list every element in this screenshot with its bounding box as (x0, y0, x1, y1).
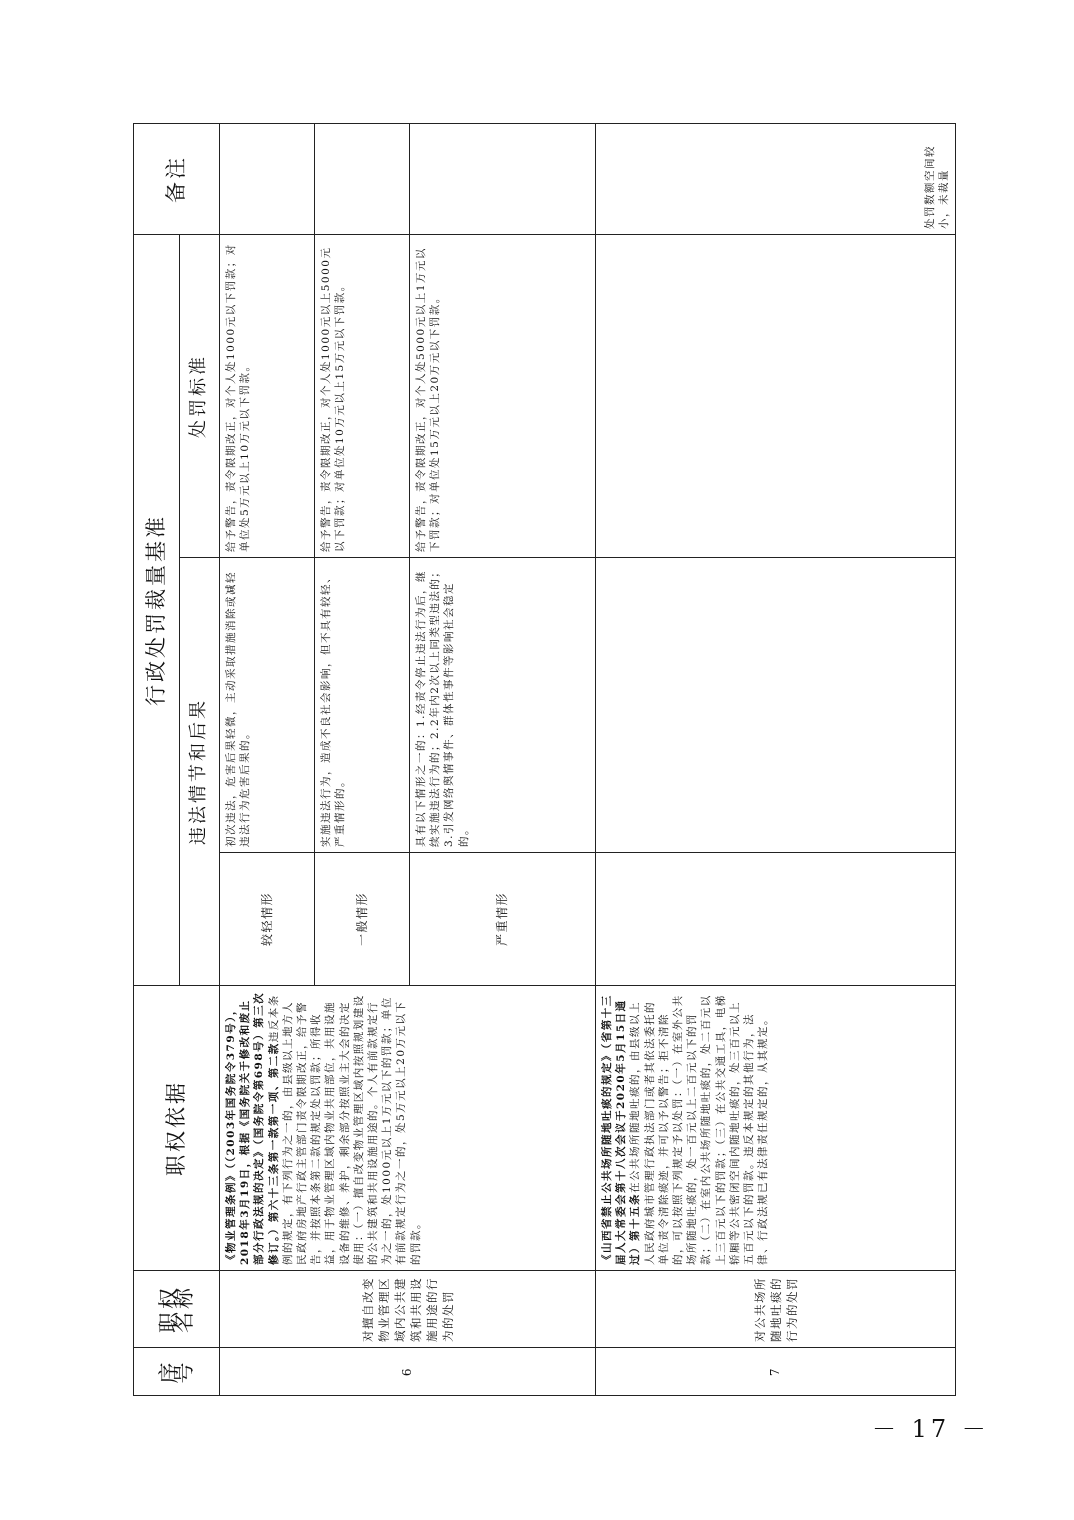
basis-text: 违反本条例的规定，有下列行为之一的，由县级以上地方人民政府房地产行政主管部门责令限期改正，给予警告，并按照本条第二款的规定处以罚款；所得收益，用于物业管理区域内物业共用部位，共用设施设备的维修、养护，剩余部分按照业主大会的决定使用：（一）擅自改变物业管理区域内按照规划建设的公共建筑和共用设施用途的。个人有前款规定行为之一的，处1000元以上1万元以下的罚款；单位有前款规定行为之一的，处5万元以上20万元以下的罚款。 (267, 994, 422, 1265)
basis-text: 在公共场所随地吐痰的，由县级以上人民政府城市管理行政执法部门或者其依法委托的单位责令清除痰迹，并可以予以警告；拒不清除的，可以按照下列规定予以处罚：（一）在室外公共场所随地吐痰的，处一百元以上二百元以下的罚款；（二）在室内公共场所随地吐痰的，处二百元以上三百元以下的罚款；（三）在公共交通工具，电梯轿厢等公共密闭空间内随地吐痰的，处三百元以上五百元以下的罚款。违反本规定的其他行为，法律、行政法规已有法律责任规定的，从其规定。 (629, 994, 770, 1265)
page-number: － 17 － (872, 1415, 990, 1443)
remark-cell (315, 123, 410, 234)
authority-basis-cell (596, 986, 956, 1271)
basis-title: 《物业管理条例》（（2003年国务院令379号），2018年3月19日，根据《国务院关于修改和废止部分行政法规的决定》（国务院令第698号）第三次修订。）第六十三条第一款第一项、第二款 (225, 991, 280, 1265)
header-basis: 职权依据 (134, 986, 220, 1271)
table-row (220, 123, 315, 1395)
penalty-cell: 给予警告，责令限期改正，对个人处1000元以下罚款；对单位处5万元以上10万元以下罚款。 (220, 234, 315, 557)
penalty-cell: 给予警告，责令限期改正，对个人处5000元以上1万元以下罚款；对单位处15万元以上20万元以下罚款。 (410, 234, 596, 557)
circumstance-cell: 具有以下情形之一的：1.经责令停止违法行为后，继续实施违法行为的；2.2年内2次以上同类型违法的；3.引发网络舆情事件、群体性事件等影响社会稳定的。 (410, 558, 596, 853)
penalty-standard-table (133, 123, 956, 1396)
degree-cell: 较轻情形 (220, 853, 315, 986)
authority-basis-cell (220, 986, 596, 1271)
header-penalty: 处罚标准 (180, 234, 220, 557)
circumstance-cell (596, 558, 956, 853)
basis-title: 《山西省禁止公共场所随地吐痰的规定》（省第十三届人大常委会第十八次会议于2020年5月15日通过）第十五条 (601, 994, 642, 1265)
degree-cell: 严重情形 (410, 853, 596, 986)
penalty-cell: 给予警告，责令限期改正，对个人处1000元以上5000元以下罚款；对单位处10万元以上15万元以下罚款。 (315, 234, 410, 557)
header-remark: 备注 (134, 123, 220, 234)
remark-cell (410, 123, 596, 234)
degree-cell: 一般情形 (315, 853, 410, 986)
seq-cell: 6 (220, 1348, 596, 1396)
authority-name-cell: 对公共场所随地吐痰的行为的处罚 (596, 1271, 956, 1348)
header-standard-group: 行政处罚裁量基准 (134, 234, 180, 985)
remark-cell: 处罚数额空间较小，未裁量 (596, 123, 956, 234)
circumstance-cell: 初次违法，危害后果轻微，主动采取措施消除或减轻违法行为危害后果的。 (220, 558, 315, 853)
header-name: 职权名称 (134, 1271, 220, 1348)
degree-cell (596, 853, 956, 986)
table-row (596, 123, 956, 1395)
seq-cell: 7 (596, 1348, 956, 1396)
rotated-table-wrapper (133, 124, 950, 1396)
authority-name-cell: 对擅自改变物业管理区域内公共建筑和共用设施用途的行为的处罚 (220, 1271, 596, 1348)
header-circumstance: 违法情节和后果 (180, 558, 220, 986)
penalty-cell (596, 234, 956, 557)
header-seq: 序号 (134, 1348, 220, 1396)
circumstance-cell: 实施违法行为，造成不良社会影响，但不具有较轻、严重情形的。 (315, 558, 410, 853)
remark-cell (220, 123, 315, 234)
